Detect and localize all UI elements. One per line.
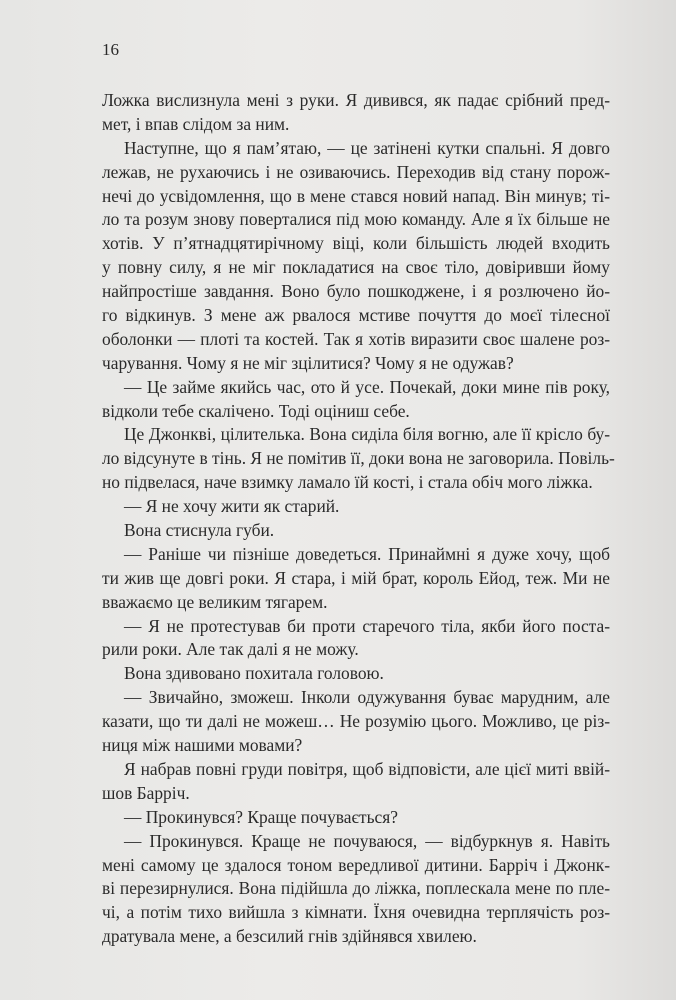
text-line: шов Барріч.	[102, 782, 190, 803]
text-line: вважаємо це великим тягарем.	[102, 591, 328, 612]
text-line: ти жив ще довгі роки. Я стара, і мій брат, король Ейод, теж. Ми не	[102, 567, 610, 588]
text-line: найпростіше завдання. Воно було пошкоджене, і я розлючено йо-	[102, 281, 610, 302]
text-line: відколи тебе скалічено. Тоді оціниш себе.	[102, 400, 410, 421]
text-line: — Раніше чи пізніше доведеться. Принаймні я дуже хочу, щоб	[124, 543, 610, 564]
text-line: нечі до усвідомлення, що в мене стався новий напад. Він минув; ті-	[102, 185, 610, 206]
text-line: Я набрав повні груди повітря, щоб відповісти, але цієї миті ввій-	[124, 758, 610, 779]
body-text	[102, 89, 615, 949]
text-line: ло відсунуте в тінь. Я не помітив її, доки вона не заговорила. Повіль-	[102, 448, 615, 469]
text-line: ві перезирнулися. Вона підійшла до ліжка, поплескала мене по пле-	[102, 878, 610, 899]
text-line: Вона здивовано похитала головою.	[124, 663, 384, 684]
text-line: лежав, не рухаючись і не озиваючись. Переходив від стану порож-	[102, 161, 610, 182]
text-line: Наступне, що я пам’ятаю, — це затінені кутки спальні. Я довго	[124, 137, 610, 158]
text-line: хотів. У п’ятнадцятирічному віці, коли більшість людей входить	[102, 233, 610, 254]
text-line: — Звичайно, зможеш. Інколи одужування буває марудним, але	[124, 687, 610, 708]
text-line: — Я не протестував би проти старечого тіла, якби його поста-	[124, 615, 610, 636]
text-line: — Я не хочу жити як старий.	[124, 496, 340, 517]
text-line: мені самому це здалося тоном вередливої дитини. Барріч і Джонк-	[102, 854, 610, 875]
text-line: оболонки — плоті та костей. Так я хотів виразити своє шалене роз-	[102, 328, 610, 349]
text-line: Це Джонкві, цілителька. Вона сиділа біля вогню, але її крісло бу-	[124, 424, 610, 445]
text-line: Вона стиснула губи.	[124, 520, 275, 541]
text-line: Ложка вислизнула мені з руки. Я дивився, як падає срібний пред-	[102, 90, 610, 110]
page-number: 16	[102, 40, 119, 59]
text-line: — Це займе якийсь час, ото й усе. Почекай, доки мине пів року,	[124, 376, 610, 397]
text-line: чі, а потім тихо вийшла з кімнати. Їхня очевидна терплячість роз-	[102, 902, 610, 923]
text-line: у повну силу, я не міг покладатися на своє тіло, довіривши йому	[102, 257, 610, 278]
text-line: ло та розум знову поверталися під мою команду. Але я їх більше не	[102, 209, 610, 230]
text-line: казати, що ти далі не можеш… Не розумію цього. Можливо, це різ-	[102, 711, 610, 732]
text-line: — Прокинувся. Краще не почуваюся, — відбуркнув я. Навіть	[124, 830, 610, 851]
text-line: — Прокинувся? Краще почувається?	[124, 806, 398, 827]
text-line: ниця між нашими мовами?	[102, 735, 303, 756]
text-line: дратувала мене, а безсилий гнів здійнявся хвилею.	[102, 926, 477, 947]
text-line: чарування. Чому я не міг зцілитися? Чому я не одужав?	[102, 352, 514, 373]
text-line: мет, і впав слідом за ним.	[102, 113, 290, 134]
text-line: рили роки. Але так далі я не можу.	[102, 639, 359, 660]
text-line: го відкинув. З мене аж рвалося мстиве почуття до моєї тілесної	[102, 305, 610, 326]
text-line: но підвелася, наче взимку ламало їй кості, і стала обіч мого ліжка.	[102, 472, 593, 493]
